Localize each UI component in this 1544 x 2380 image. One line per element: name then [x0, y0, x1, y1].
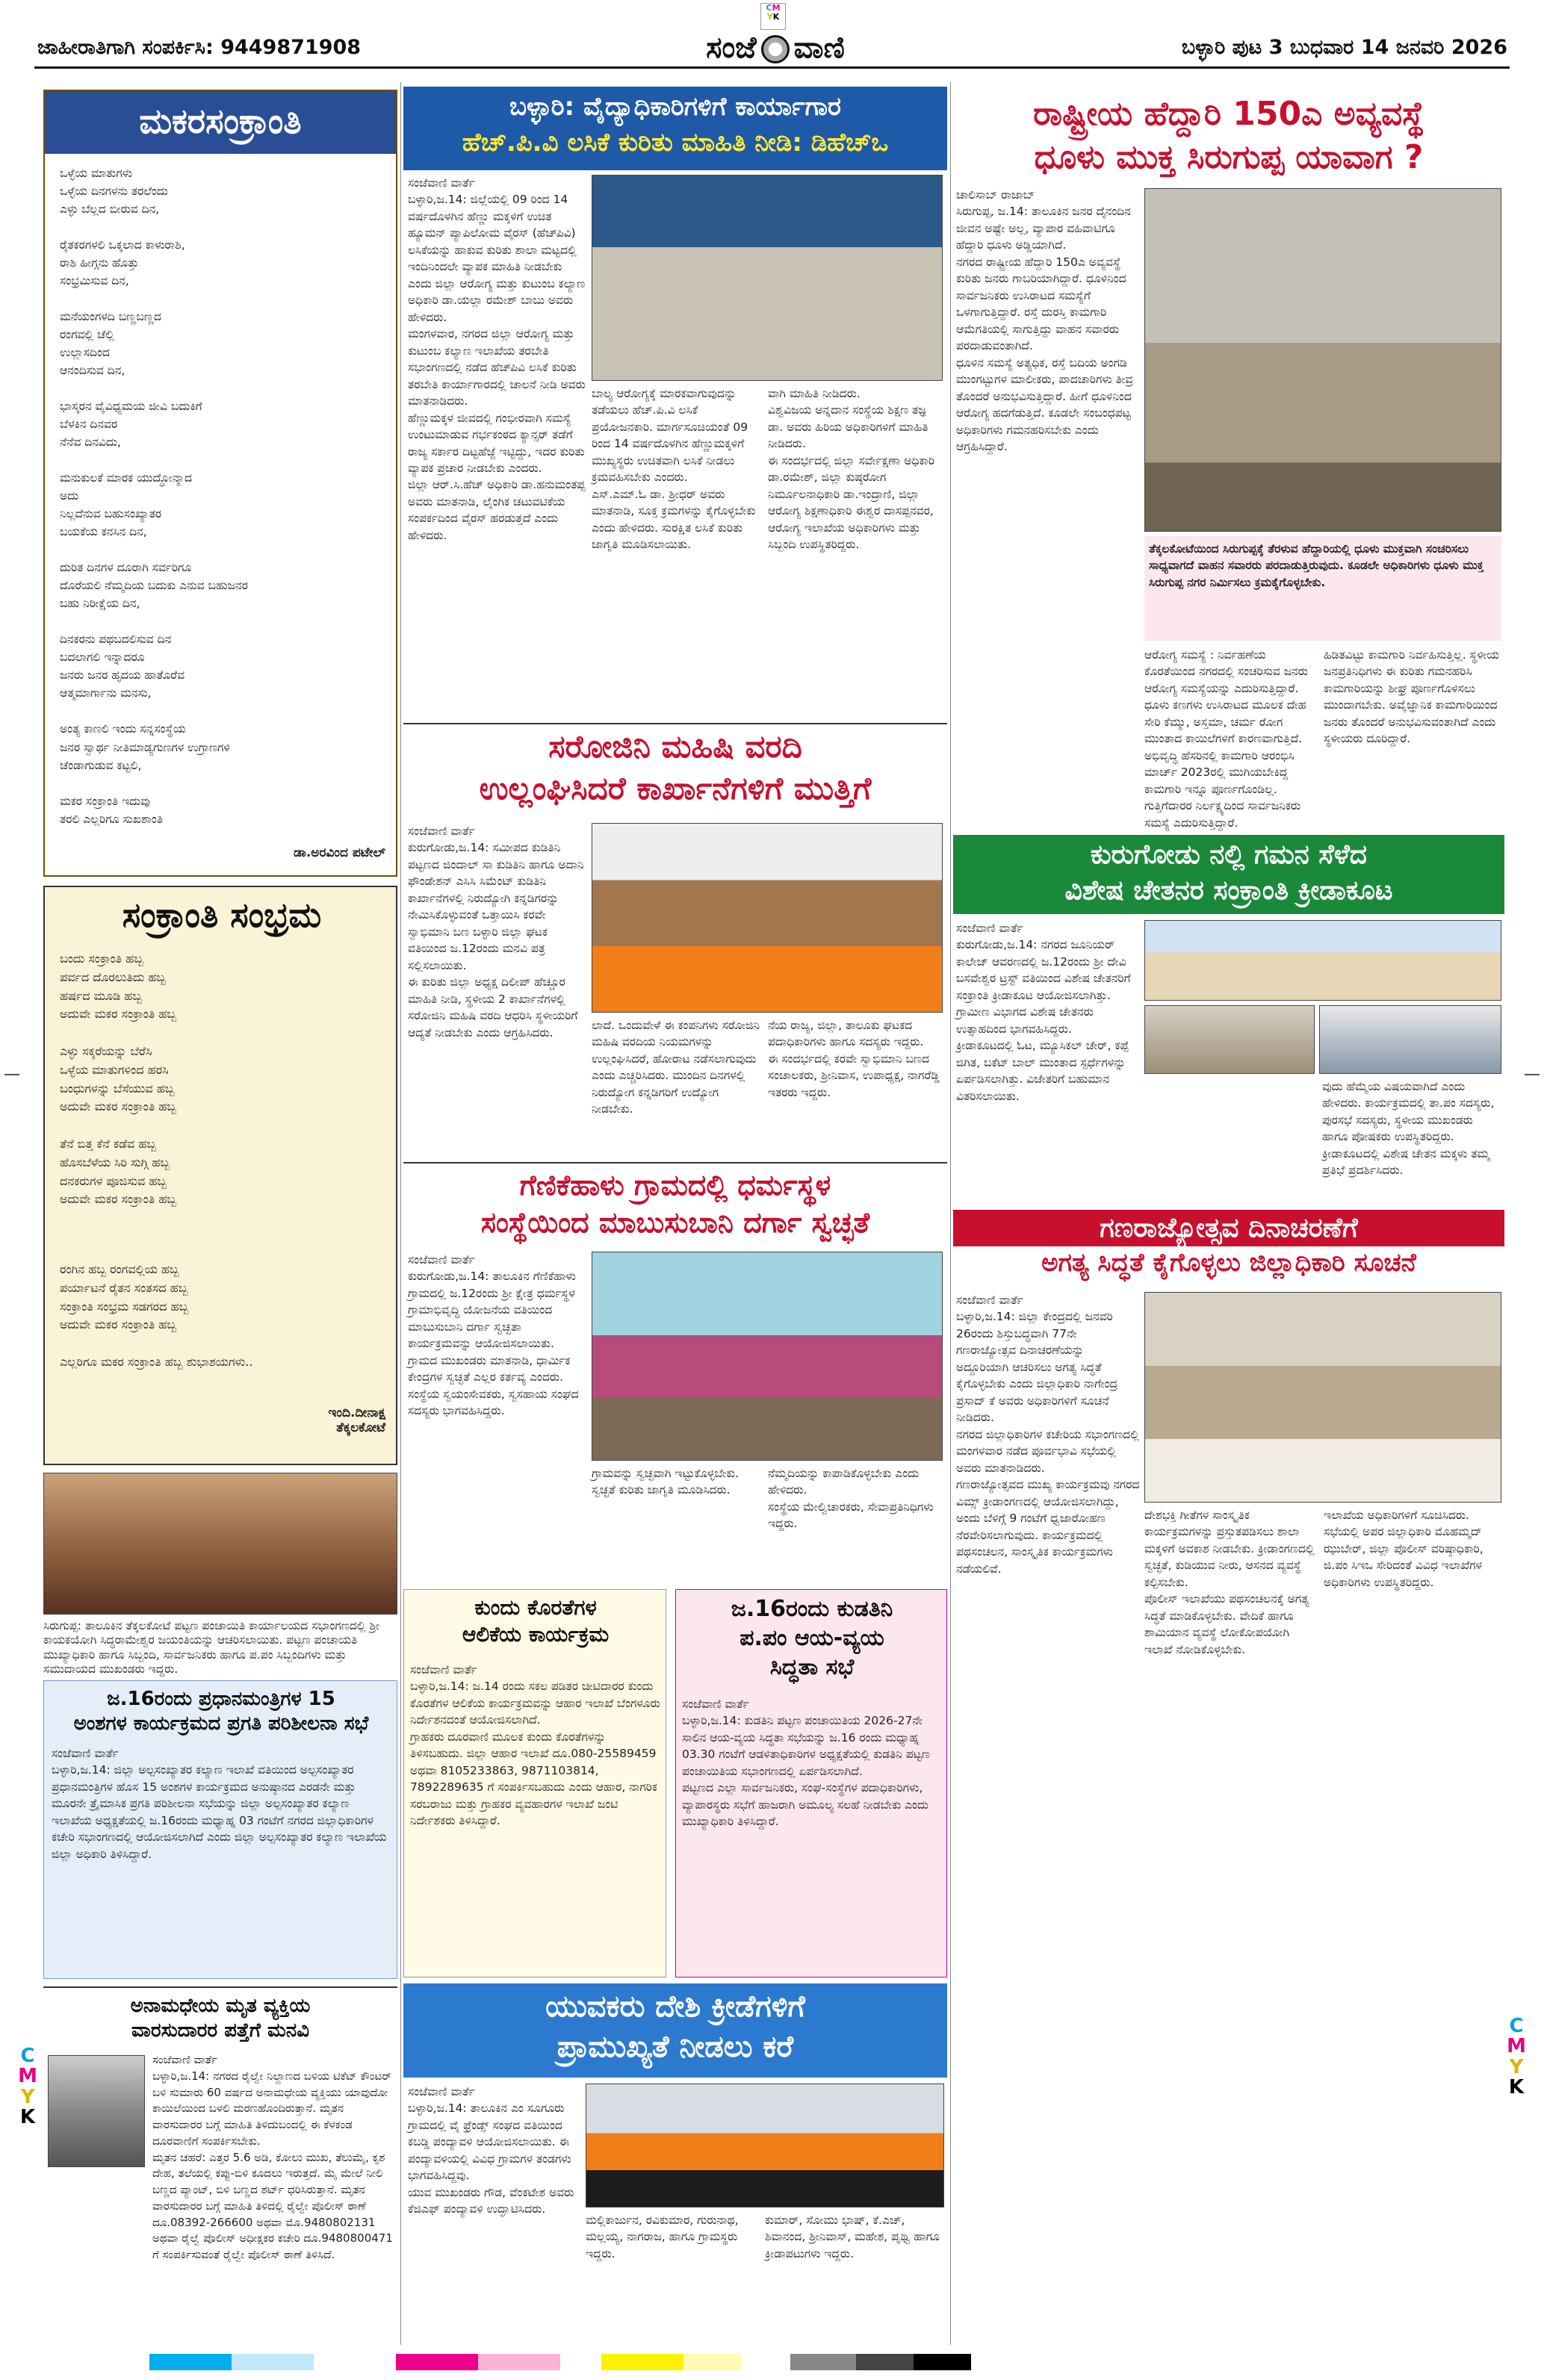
story-pm15-body: ಸಂಜೆವಾಣಿ ವಾರ್ತೆ ಬಳ್ಳಾರಿ,ಜ.14: ಜಿಲ್ಲಾ ಅಲ್ಪಸಂಖ್ಯಾತರ ಕಲ್ಯಾಣ ಇಲಾಖೆ ವತಿಯಿಂದ ಅಲ್ಪಸಂಖ್ಯಾತರ ಪ್ರಧಾನಮಂತ್ರಿಗಳ ಹೊಸ 15 ಅಂಶಗಳ ಕಾರ್ಯಕ್ರಮದ ಅನುಷ್ಠಾನದ ಎರಡನೇ ಮತ್ತು ಮೂರನೇ ತ್ರೈಮಾಸಿಕ ಪ್ರಗತಿ ಪರಿಶೀಲನಾ ಸಭೆಯನ್ನು ಜಿಲ್ಲಾ ಅಲ್ಪಸಂಖ್ಯಾತರ ಕಲ್ಯಾಣ ಇಲಾಖೆಯ ಅಧ್ಯಕ್ಷತೆಯಲ್ಲಿ ಜ.16ರಂದು ಮಧ್ಯಾಹ್ನ 03 ಗಂಟೆಗೆ ನಗರದ ಜಿಲ್ಲಾಧಿಕಾರಿಗಳ ಕಚೇರಿ ಸಭಾಂಗಣದಲ್ಲಿ ಆಯೋಜಿಸಲಾಗಿದೆ ಎಂದು ಜಿಲ್ಲಾ ಅಲ್ಪಸಂಖ್ಯಾತರ ಕಲ್ಯಾಣ ಇಲಾಖೆಯ ಜಿಲ್ಲಾ ಅಧಿಕಾರಿ ತಿಳಿಸಿದ್ದಾರೆ. [52, 1747, 387, 1861]
masthead [34, 30, 1510, 69]
photo-dargah-cleanup [592, 1252, 943, 1461]
story-dargah-body-a: ಸಂಜೆವಾಣಿ ವಾರ್ತೆ ಕುರುಗೋಡು,ಜ.14: ತಾಲೂಕಿನ ಗೆಣಿಕೆಹಾಳು ಗ್ರಾಮದಲ್ಲಿ ಜ.12ರಂದು ಶ್ರೀ ಕ್ಷೇತ್ರ ಧರ್ಮಸ್ಥಳ ಗ್ರಾಮಾಭಿವೃದ್ಧಿ ಯೋಜನೆಯ ವತಿಯಿಂದ ಮಾಬುಸುಬಾನಿ ದರ್ಗಾ ಸ್ವಚ್ಛತಾ ಕಾರ್ಯಕ್ರಮವನ್ನು ಆಯೋಜಿಸಲಾಯಿತು. ಗ್ರಾಮದ ಮುಖಂಡರು ಮಾತನಾಡಿ, ಧಾರ್ಮಿಕ ಕೇಂದ್ರಗಳ ಸ್ವಚ್ಛತೆ ಎಲ್ಲರ ಕರ್ತವ್ಯ ಎಂದರು. ಸಂಸ್ಥೆಯ ಸ್ವಯಂಸೇವಕರು, ಸ್ವಸಹಾಯ ಸಂಘದ ಸದಸ್ಯರು ಭಾಗವಹಿಸಿದ್ದರು. [408, 1253, 579, 1418]
story-unknown-title: ಅನಾಮಧೇಯ ಮೃತ ವ್ಯಕ್ತಿಯ ವಾರಸುದಾರರ ಪತ್ತೆಗೆ ಮನವಿ [130, 1995, 311, 2042]
photo-sports-race [1144, 1005, 1315, 1074]
poem-sankranti-body: ಬಂದು ಸಂಕ್ರಾಂತಿ ಹಬ್ಬ ಪರ್ವದ ದೊರಲುತಿದು ಹಬ್ಬ ಹರ್ಷದ ಮೂಡಿ ಹಬ್ಬ ಅದುವೇ ಮಕರ ಸಂಕ್ರಾಂತಿ ಹಬ್ಬ ಎಳ್ಳು ಸಕ್ಕರೆಯನ್ನು ಬೆರೆಸಿ ಒಳ್ಳೆಯ ಮಾತುಗಳಿಂದ ಹರಸಿ ಬಂಧುಗಳನ್ನು ಬೆಸೆಯುವ ಹಬ್ಬ ಅದುವೇ ಮಕರ ಸಂಕ್ರಾಂತಿ ಹಬ್ಬ ತೆನೆ ಬಿತ್ತ ಕೆನೆ ಕಡೆವ ಹಬ್ಬ ಹೊಸಬೆಳೆಯ ಸಿರಿ ಸುಗ್ಗಿ ಹಬ್ಬ ದನಕರುಗಳ ಪೂಜಿಸುವ ಹಬ್ಬ ಅದುವೇ ಮಕರ ಸಂಕ್ರಾಂತಿ ಹಬ್ಬ [60, 951, 177, 1207]
caption-siddharameshwara: ಸಿರುಗುಪ್ಪ: ತಾಲೂಕಿನ ತೆಕ್ಕಲಕೋಟೆ ಪಟ್ಟಣ ಪಂಚಾಯಿತಿ ಕಾರ್ಯಾಲಯದ ಸಭಾಂಗಣದಲ್ಲಿ ಶ್ರೀ ಕಾಯಕಯೋಗಿ ಸಿದ್ಧರಾಮೇಶ್ವರ ಜಯಂತಿಯನ್ನು ಆಚರಿಸಲಾಯಿತು. ಪಟ್ಟಣ ಪಂಚಾಯತಿ ಮುಖ್ಯಾಧಿಕಾರಿ ಹಾಗೂ ಸಿಬ್ಬಂದಿ, ಸಾರ್ವಜನಿಕರು ಹಾಗೂ ಪ.ಪಂ ಸಿಬ್ಬಂದಿಗಳು ಮತ್ತು ಸಮುದಾಯದ ಮುಖಂಡರು ಇದ್ದರು. [43, 1619, 383, 1677]
lead-story-2-body-b: ಬಾಲ್ಯ ಆರೋಗ್ಯಕ್ಕೆ ಮಾರಕವಾಗುವುದನ್ನು ತಡೆಯಲು ಹೆಚ್.ಪಿ.ವಿ ಲಸಿಕೆ ಪ್ರಯೋಜನಕಾರಿ. ಮಾರ್ಗಸೂಚಿಯಂತೆ 09 ರಿಂದ 14 ವರ್ಷದೊಳಗಿನ ಹೆಣ್ಣುಮಕ್ಕಳಿಗೆ ಮುಖ್ಯಸ್ಥರು ಉಚಿತವಾಗಿ ಲಸಿಕೆ ನೀಡಲು ಕ್ರಮವಹಿಸಬೇಕು ಎಂದರು. ಎಸ್.ಎಮ್.ಓ ಡಾ. ಶ್ರೀಧರ್ ಅವರು ಮಾತನಾಡಿ, ಸೂಕ್ತ ಕ್ರಮಗಳನ್ನು ಕೈಗೊಳ್ಳಬೇಕು ಎಂದು ಹೇಳಿದರು. ಸುರಕ್ಷಿತ ಲಸಿಕೆ ಕುರಿತು ಜಾಗೃತಿ ಮೂಡಿಸಲಾಯಿತು. [592, 387, 756, 552]
story-desi-games-body-b: ಮಲ್ಲಿಕಾರ್ಜುನ, ರವಿಕುಮಾರ, ಗುರುನಾಥ, ಮಲ್ಲಯ್ಯ, ನಾಗರಾಜ, ಹಾಗೂ ಗ್ರಾಮಸ್ಥರು ಇದ್ದರು. [586, 2213, 742, 2261]
photo-kabaddi-team [586, 2084, 944, 2207]
poem-sankranti-author: ಇಂದಿ.ದೀನಾಕ್ಷ ತೆಕ್ಕಲಕೋಟೆ [328, 1405, 385, 1435]
story-dargah-title-1: ಗೆಣಿಕೆಹಾಳು ಗ್ರಾಮದಲ್ಲಿ ಧರ್ಮಸ್ಥಳ [519, 1169, 831, 1202]
story-republic-title-2: ಅಗತ್ಯ ಸಿದ್ಧತೆ ಕೈಗೊಳ್ಳಲು ಜಿಲ್ಲಾಧಿಕಾರಿ ಸೂಚನೆ [1041, 1248, 1416, 1278]
story-grievance-body: ಸಂಜೆವಾಣಿ ವಾರ್ತೆ ಬಳ್ಳಾರಿ,ಜ.14: ಜ.14 ರಂದು ಸಕಲ ಪಡಿತರ ಚೀಟಿದಾರರ ಕುಂದು ಕೊರತೆಗಳ ಆಲಿಕೆಯ ಕಾರ್ಯಕ್ರಮವನ್ನು ಆಹಾರ ಇಲಾಖೆ ಬೆಂಗಳೂರು ನಿರ್ದೇಶನದಂತೆ ಆಯೋಜಿಸಲಾಗಿದೆ. ಗ್ರಾಹಕರು ದೂರವಾಣಿ ಮೂಲಕ ಕುಂದು ಕೊರತೆಗಳನ್ನು ತಿಳಿಸಬಹುದು. ಜಿಲ್ಲಾ ಆಹಾರ ಇಲಾಖೆ ದೂ.080-25589459 ಅಥವಾ 8105233863, 9871103814, 7892289635 ಗೆ ಸಂಪರ್ಕಿಸಬಹುದು ಎಂದು ಆಹಾರ, ನಾಗರಿಕ ಸರಬರಾಜು ಮತ್ತು ಗ್ರಾಹಕರ ವ್ಯವಹಾರಗಳ ಇಲಾಖೆ ಜಂಟಿ ನಿರ್ದೇಶಕರು ತಿಳಿಸಿದ್ದಾರೆ. [410, 1663, 660, 1828]
poem-sankranti-box [43, 886, 397, 1465]
story-desi-games-body-a: ಸಂಜೆವಾಣಿ ವಾರ್ತೆ ಬಳ್ಳಾರಿ,ಜ.14: ತಾಲೂಕಿನ ಎಂ ಸೂಗೂರು ಗ್ರಾಮದಲ್ಲಿ ವೈ ಫ್ರೆಂಡ್ಸ್ ಸಂಘದ ವತಿಯಿಂದ ಕಬಡ್ಡಿ ಪಂದ್ಯಾವಳಿ ಆಯೋಜಿಸಲಾಯಿತು. ಈ ಪಂದ್ಯಾವಳಿಯಲ್ಲಿ ವಿವಿಧ ಗ್ರಾಮಗಳ ತಂಡಗಳು ಭಾಗವಹಿಸಿದ್ದವು. ಯುವ ಮುಖಂಡರು ಗೌಡ, ವೆಂಕಟೇಶ ಅವರು ಕೆಜಿಎಫ್ ಪಂದ್ಯಾವಳಿ ಉದ್ಘಾಟಿಸಿದರು. [408, 2085, 574, 2216]
divider-2 [403, 1162, 947, 1163]
story-grievance-title: ಕುಂದು ಕೊರತೆಗಳ ಆಲಿಕೆಯ ಕಾರ್ಯಕ್ರಮ [462, 1595, 610, 1647]
photo-sports-meet [1144, 920, 1501, 1001]
story-sports-title-1: ಕುರುಗೋಡು ನಲ್ಲಿ ಗಮನ ಸೆಳೆದ [1090, 839, 1368, 870]
divider-1 [403, 723, 947, 724]
poem-makara-title: ಮಕರಸಂಕ್ರಾಂತಿ [139, 101, 302, 141]
left-cmyk-mark: C M Y K [18, 2045, 37, 2128]
poem-makara-body: ಒಳ್ಳೆಯ ಮಾತುಗಳು ಒಳ್ಳೆಯ ದಿನಗಳನು ತರಲೆಂದು ಎಳ್ಳು ಬೆಲ್ಲದ ಬೀರುವ ದಿನ, ರೈತಕರಗಳಲಿ ಒಕ್ಕಲಾದ ಕಾಳುರಾಶಿ, ರಾಶಿ ಹೀಗ್ಗನು ಹೊತ್ತು ಸಂಭ್ರಮಿಸುವ ದಿನ, ಮನೆಯಂಗಳದಿ ಬಣ್ಣಬಣ್ಣದ ರಂಗವಲ್ಲಿ ಚೆಲ್ಲಿ ಉಲ್ಲಾಸದಿಂದ ಆನಂದಿಸುವ ದಿನ, ಭಾಸ್ಕರನ ವೈವಿಧ್ಯಮಯ ಜೀವಿ ಬದುಕಿಗೆ ಬೆಳಕಿನ ದಿನವರ ನೆನೆವ ದಿನವಿದು, ಮನುಕುಲಕೆ ಮಾರಕ ಯುದ್ಧೋನ್ಮಾದ ಅದು ನಿಲ್ಲದೆನುವ ಬಹುಸಂಖ್ಯಾತರ ಬಯಕೆಯ ಕನಸಿನ ದಿನ, ದುರಿತ ದಿನಗಳ ದೂರಾಗಿ ಸರ್ವರಿಗೂ ದೊರೆಯಲಿ ನೆಮ್ಮದಿಯ ಬದುಕು ಎನುವ ಬಹುಜನರ ಬಹು ನಿರೀಕ್ಷೆಯ ದಿನ, ದಿನಕರನು ಪಥಬದಲಿಸುವ ದಿನ ಬದಲಾಗಲಿ ಇನ್ನಾದರೂ ಜನರು ಜನರ ಹೃದಯ ಹಾತೊರೆವ ಆತ್ಮಮಾರ್ಗಾನು ಮನಸು, ಅಂತ್ಯ ಕಾಣಲಿ ಇಂದು ಸನ್ನಸಂಸ್ಥೆಯ ಜನರ ಸ್ವಾರ್ಥ ನೀತಿಮಾಡ್ಯಗುಣಗಳ ಉಗ್ರಾಣಗಳಿ ಚೆಂಡಾಗುಡುವ ಕಟ್ಟಲಿ, ಮಕರ ಸಂಕ್ರಾಂತಿ ಇದುವು ತರಲಿ ಎಲ್ಲರಿಗೂ ಸುಖಶಾಂತಿ [60, 167, 248, 826]
ad-contact: ಜಾಹೀರಾತಿಗಾಗಿ ಸಂಪರ್ಕಿಸಿ: 9449871908 [37, 36, 362, 59]
story-unknown-body-box [43, 1986, 397, 2345]
lead-story-4-caption: ತೆಕ್ಕಲಕೋಟೆಯಿಂದ ಸಿರುಗುಪ್ಪಕ್ಕೆ ತೆರಳುವ ಹೆದ್ದಾರಿಯಲ್ಲಿ ಧೂಳು ಮುಕ್ತವಾಗಿ ಸಂಚರಿಸಲು ಸಾಧ್ಯವಾಗದೆ ವಾಹನ ಸವಾರರು ಪರದಾಡುತ್ತಿರುವುದು. ಕೂಡಲೇ ಅಧಿಕಾರಿಗಳು ಧೂಳು ಮುಕ್ತ ಸಿರುಗುಪ್ಪ ನಗರ ನಿರ್ಮಿಸಲು ಕ್ರಮಕೈಗೊಳ್ಳಬೇಕು. [1144, 536, 1501, 641]
story-sarojini-body-c: ನೆಯ ರಾಜ್ಯ, ಜಿಲ್ಲಾ, ತಾಲೂಕು ಘಟಕದ ಪದಾಧಿಕಾರಿಗಳು ಹಾಗೂ ಸದಸ್ಯರು ಇದ್ದರು. ಈ ಸಂದರ್ಭದಲ್ಲಿ ಕರವೇ ಸ್ವಾಭಿಮಾನಿ ಬಣದ ಸಂಚಾಲಕರು, ಶ್ರೀನಿವಾಸ, ಉಪಾಧ್ಯಕ್ಷ, ನಾಗರೆಡ್ಡಿ ಇತರರು ಇದ್ದರು. [768, 1019, 940, 1099]
lead-story-4-title-1: ರಾಷ್ಟ್ರೀಯ ಹೆದ್ದಾರಿ 150ಎ ಅವ್ಯವಸ್ಥೆ [1033, 95, 1424, 133]
lead-story-4-title-2: ಧೂಳು ಮುಕ್ತ ಸಿರುಗುಪ್ಪ ಯಾವಾಗ ? [1034, 138, 1424, 176]
lead-story-4-body-c: ಹಿಡಿತವಿಟ್ಟು ಕಾಮಗಾರಿ ನಿರ್ವಹಿಸುತ್ತಿಲ್ಲ. ಸ್ಥಳೀಯ ಜನಪ್ರತಿನಿಧಿಗಳು ಈ ಕುರಿತು ಗಮನಹರಿಸಿ ಕಾಮಗಾರಿಯನ್ನು ಶೀಘ್ರ ಪೂರ್ಣಗೊಳಿಸಲು ಮುಂದಾಗಬೇಕು. ಅವೈಜ್ಞಾನಿಕ ಕಾಮಗಾರಿಯಿಂದ ಜನರು ತೊಂದರೆ ಅನುಭವಿಸುವಂತಾಗಿದೆ ಎಂದು ಸ್ಥಳೀಯರು ದೂರಿದ್ದಾರೆ. [1324, 648, 1503, 746]
photo-sports-group [1319, 1005, 1501, 1074]
col-rule-1 [400, 82, 401, 2345]
photo-dusty-highway [1144, 188, 1501, 532]
story-grievance-box [403, 1589, 666, 1977]
story-pm15-title: ಜ.16ರಂದು ಪ್ರಧಾನಮಂತ್ರಿಗಳ 15 ಅಂಶಗಳ ಕಾರ್ಯಕ್ರಮದ ಪ್ರಗತಿ ಪರಿಶೀಲನಾ ಸಭೆ [73, 1688, 369, 1735]
story-sports-body-a: ಸಂಜೆವಾಣಿ ವಾರ್ತೆ ಕುರುಗೋಡು,ಜ.14: ನಗರದ ಜೂನಿಯರ್ ಕಾಲೇಜ್ ಆವರಣದಲ್ಲಿ ಜ.12ರಂದು ಶ್ರೀ ದೇವಿ ಬಸವೇಶ್ವರ ಟ್ರಸ್ಟ್ ವತಿಯಿಂದ ವಿಶೇಷ ಚೇತನರಿಗೆ ಸಂಕ್ರಾಂತಿ ಕ್ರೀಡಾಕೂಟ ಆಯೋಜಿಸಲಾಗಿತ್ತು. ಗ್ರಾಮೀಣ ವಿಭಾಗದ ವಿಶೇಷ ಚೇತನರು ಉತ್ಸಾಹದಿಂದ ಭಾಗವಹಿಸಿದ್ದರು. ಕ್ರೀಡಾಕೂಟದಲ್ಲಿ ಓಟ, ಮ್ಯೂಸಿಕಲ್ ಚೇರ್, ಕಪ್ಪೆ ಜಿಗಿತ, ಬಕೆಟ್ ಬಾಲ್ ಮುಂತಾದ ಸ್ಪರ್ಧೆಗಳನ್ನು ಏರ್ಪಡಿಸಲಾಗಿತ್ತು. ವಿಜೇತರಿಗೆ ಬಹುಮಾನ ವಿತರಿಸಲಾಯಿತು. [956, 922, 1131, 1103]
photo-hpv-workshop [592, 175, 943, 381]
story-sarojini-title-1: ಸರೋಜಿನಿ ಮಹಿಷಿ ವರದಿ [548, 728, 802, 765]
story-republic-body-b: ದೇಶಭಕ್ತಿ ಗೀತೆಗಳ ಸಾಂಸ್ಕೃತಿಕ ಕಾರ್ಯಕ್ರಮಗಳನ್ನು ಪ್ರಸ್ತುತಪಡಿಸಲು ಶಾಲಾ ಮಕ್ಕಳಿಗೆ ಅವಕಾಶ ನೀಡಬೇಕು. ಕ್ರೀಡಾಂಗಣದಲ್ಲಿ ಸ್ವಚ್ಛತೆ, ಕುಡಿಯುವ ನೀರು, ಆಸನದ ವ್ಯವಸ್ಥೆ ಕಲ್ಪಿಸಬೇಕು. ಪೊಲೀಸ್ ಇಲಾಖೆಯು ಪಥಸಂಚಲನಕ್ಕೆ ಅಗತ್ಯ ಸಿದ್ಧತೆ ಮಾಡಿಕೊಳ್ಳಬೇಕು. ವೇದಿಕೆ ಹಾಗೂ ಶಾಮಿಯಾನ ವ್ಯವಸ್ಥೆ ಲೋಕೋಪಯೋಗಿ ಇಲಾಖೆ ನೋಡಿಕೊಳ್ಳಬೇಕು. [1144, 1509, 1315, 1656]
col-rule-2 [950, 82, 951, 2345]
poem-makara-box [43, 90, 397, 877]
dateline: ಬಳ್ಳಾರಿ ಪುಟ 3 ಬುಧವಾರ 14 ಜನವರಿ 2026 [1181, 36, 1507, 59]
logo-left: ಸಂಜೆ [706, 31, 757, 65]
masthead-logo [648, 30, 902, 67]
lead-story-2-body-a: ಸಂಜೆವಾಣಿ ವಾರ್ತೆ ಬಳ್ಳಾರಿ,ಜ.14: ಜಿಲ್ಲೆಯಲ್ಲಿ 09 ರಿಂದ 14 ವರ್ಷದೊಳಗಿನ ಹೆಣ್ಣು ಮಕ್ಕಳಿಗೆ ಉಚಿತ ಹ್ಯೂಮನ್ ಪ್ಯಾಪಿಲೋಮ ವೈರಸ್ (ಹೆಚ್‍ಪಿವಿ) ಲಸಿಕೆಯನ್ನು ಹಾಕುವ ಕುರಿತು ಶಾಲಾ ಮಟ್ಟದಲ್ಲಿ ಇಂದಿನಿಂದಲೇ ವ್ಯಾಪಕ ಮಾಹಿತಿ ನೀಡಬೇಕು ಎಂದು ಜಿಲ್ಲಾ ಆರೋಗ್ಯ ಮತ್ತು ಕುಟುಂಬ ಕಲ್ಯಾಣ ಅಧಿಕಾರಿ ಡಾ.ಯಲ್ಲಾ ರಮೇಶ್ ಬಾಬು ಅವರು ಹೇಳಿದರು. ಮಂಗಳವಾರ, ನಗರದ ಜಿಲ್ಲಾ ಆರೋಗ್ಯ ಮತ್ತು ಕುಟುಂಬ ಕಲ್ಯಾಣ ಇಲಾಖೆಯ ತರಬೇತಿ ಸಭಾಂಗಣದಲ್ಲಿ ನಡೆದ ಹೆಚ್‍ಪಿವಿ ಲಸಿಕೆ ಕುರಿತು ತರಬೇತಿ ಕಾರ್ಯಾಗಾರದಲ್ಲಿ ಚಾಲನೆ ನೀಡಿ ಅವರು ಮಾತನಾಡಿದರು. ಹೆಣ್ಣುಮಕ್ಕಳ ಜೀವದಲ್ಲಿ ಗಂಭೀರವಾಗಿ ಸಮಸ್ಯೆ ಉಂಟುಮಾಡುವ ಗರ್ಭಕಂಠದ ಕ್ಯಾನ್ಸರ್ ತಡೆಗೆ ರಾಜ್ಯ ಸರ್ಕಾರ ದಿಟ್ಟಹೆಜ್ಜೆ ಇಟ್ಟಿದ್ದು, ಇದರ ಕುರಿತು ವ್ಯಾಪಕ ಪ್ರಚಾರ ನೀಡಬೇಕು ಎಂದರು. ಜಿಲ್ಲಾ ಆರ್‌.ಸಿ.ಹೆಚ್ ಅಧಿಕಾರಿ ಡಾ.ಹನುಮಂತಪ್ಪ ಅವರು ಮಾತನಾಡಿ, ಲೈಂಗಿಕ ಚಟುವಟಿಕೆಯ ಸಂಪರ್ಕದಿಂದ ವೈರಸ್ ಹರಡುತ್ತದೆ ಎಂದು ಹೇಳಿದರು. [408, 176, 586, 542]
story-sarojini-title-2: ಉಲ್ಲಂಘಿಸಿದರೆ ಕಾರ್ಖಾನೆಗಳಿಗೆ ಮುತ್ತಿಗೆ [479, 770, 872, 807]
lead-story-2-title-1: ಬಳ್ಳಾರಿ: ವೈದ್ಯಾಧಿಕಾರಿಗಳಿಗೆ ಕಾರ್ಯಾಗಾರ [509, 92, 841, 122]
logo-right: ವಾಣಿ [793, 31, 845, 65]
lead-story-4-body-a: ಚಾಲಿಸಾಬ್ ರಾಜಾಬ್ ಸಿರುಗುಪ್ಪ, ಜ.14: ತಾಲೂಕಿನ ಜನರ ದೈನಂದಿನ ಜೀವನ ಅಷ್ಟೇ ಅಲ್ಲ, ವ್ಯಾಪಾರ ವಹಿವಾಟಿಗೂ ಹೆದ್ದಾರಿ ಧೂಳು ಅಡ್ಡಿಯಾಗಿದೆ. ನಗರದ ರಾಷ್ಟ್ರೀಯ ಹೆದ್ದಾರಿ 150ಎ ಅವ್ಯವಸ್ಥೆ ಕುರಿತು ಜನರು ಗಾಬರಿಯಾಗಿದ್ದಾರೆ. ಧೂಳಿನಿಂದ ಸಾರ್ವಜನಿಕರು ಉಸಿರಾಟದ ಸಮಸ್ಯೆಗೆ ಒಳಗಾಗುತ್ತಿದ್ದಾರೆ. ರಸ್ತೆ ದುರಸ್ತಿ ಕಾಮಗಾರಿ ಆಮೆಗತಿಯಲ್ಲಿ ಸಾಗುತ್ತಿದ್ದು ವಾಹನ ಸವಾರರು ಪರದಾಡುವಂತಾಗಿದೆ. ಧೂಳಿನ ಸಮಸ್ಯೆ ಅತ್ಯಧಿಕ, ರಸ್ತೆ ಬದಿಯ ಅಂಗಡಿ ಮುಂಗಟ್ಟುಗಳ ಮಾಲೀಕರು, ಪಾದಚಾರಿಗಳು ತೀವ್ರ ತೊಂದರೆ ಅನುಭವಿಸುತ್ತಿದ್ದಾರೆ. ಹೀಗೆ ಧೂಳಿನಿಂದ ಆರೋಗ್ಯ ಹದಗೆಡುತ್ತಿದೆ. ಕೂಡಲೇ ಸಂಬಂಧಪಟ್ಟ ಅಧಿಕಾರಿಗಳು ಗಮನಹರಿಸಬೇಕು ಎಂದು ಆಗ್ರಹಿಸಿದ್ದಾರೆ. [956, 188, 1133, 454]
story-sarojini-body-a: ಸಂಜೆವಾಣಿ ವಾರ್ತೆ ಕುರುಗೋಡು,ಜ.14: ಸಮೀಪದ ಕುಡಿತಿನಿ ಪಟ್ಟಣದ ಜಿಂದಾಲ್ ಸಾ ಕುಡಿತಿನಿ ಹಾಗೂ ಅದಾನಿ ಫೌಂಡೇಶನ್ ಎಸಿಸಿ ಸಿಮೆಂಟ್ ಕುಡಿತಿನಿ ಕಾರ್ಖಾನೆಗಳಲ್ಲಿ ನಿರುದ್ಯೋಗಿ ಕನ್ನಡಿಗರನ್ನು ನೇಮಿಸಿಕೊಳ್ಳುವಂತೆ ಒತ್ತಾಯಿಸಿ ಕರವೇ ಸ್ವಾಭಿಮಾನಿ ಬಣ ಬಳ್ಳಾರಿ ಜಿಲ್ಲಾ ಘಟಕ ವತಿಯಿಂದ ಜ.12ರಂದು ಮನವಿ ಪತ್ರ ಸಲ್ಲಿಸಲಾಯಿತು. ಈ ಕುರಿತು ಜಿಲ್ಲಾ ಅಧ್ಯಕ್ಷ ದಿಲೀಪ್ ಹೆಚ್ಚೂರ ಮಾಹಿತಿ ನೀಡಿ, ಸ್ಥಳೀಯ 2 ಕಾರ್ಖಾನೆಗಳಲ್ಲಿ ಸರೋಜಿನಿ ಮಹಿಷಿ ವರದಿ ಆಧರಿಸಿ ಸ್ಥಳೀಯರಿಗೆ ಆದ್ಯತೆ ನೀಡಬೇಕು ಎಂದು ಆಗ್ರಹಿಸಿದರು. [408, 824, 584, 1040]
story-desi-games-title-1: ಯುವಕರು ದೇಶಿ ಕ್ರೀಡೆಗಳಿಗೆ [545, 1989, 805, 2024]
lead-story-2-body-c: ವಾಗಿ ಮಾಹಿತಿ ನೀಡಿದರು. ವಿಶ್ವವಿಜಯ ಅನ್ನದಾನ ಸಂಸ್ಥೆಯ ಶಿಕ್ಷಣ ತಜ್ಞ ಡಾ. ಅವರು ಹಿರಿಯ ಅಧಿಕಾರಿಗಳಿಗೆ ಮಾಹಿತಿ ನೀಡಿದರು. ಈ ಸಂದರ್ಭದಲ್ಲಿ ಜಿಲ್ಲಾ ಸರ್ವೇಕ್ಷಣಾ ಅಧಿಕಾರಿ ಡಾ.ರಮೇಶ್, ಜಿಲ್ಲಾ ಕುಷ್ಠರೋಗ ನಿರ್ಮೂಲನಾಧಿಕಾರಿ ಡಾ.ಇಂದ್ರಾಣಿ, ಜಿಲ್ಲಾ ಆರೋಗ್ಯ ಶಿಕ್ಷಣಾಧಿಕಾರಿ ಈಶ್ವರ ದಾಸಪ್ಪನವರ, ಆರೋಗ್ಯ ಇಲಾಖೆಯ ಅಧಿಕಾರಿಗಳು ಮತ್ತು ಸಿಬ್ಬಂದಿ ಉಪಸ್ಥಿತರಿದ್ದರು. [768, 387, 935, 552]
story-sarojini-body-b: ಲಾದೆ. ಒಂದುವೇಳೆ ಈ ಕಂಪನಿಗಳು ಸರೋಜಿನಿ ಮಹಿಷಿ ವರದಿಯ ನಿಯಮಗಳನ್ನು ಉಲ್ಲಂಘಿಸಿದರೆ, ಹೋರಾಟ ನಡೆಸಲಾಗುವುದು ಎಂದು ಎಚ್ಚರಿಸಿದರು. ಮುಂದಿನ ದಿನಗಳಲ್ಲಿ ನಿರುದ್ಯೋಗ ಕನ್ನಡಿಗರಿಗೆ ಉದ್ಯೋಗ ನೀಡಬೇಕು. [592, 1019, 764, 1116]
color-calibration-strip [149, 2354, 971, 2370]
photo-karave-memorandum [592, 823, 943, 1013]
story-budget-box [675, 1589, 947, 1977]
story-sports-body-b: ವುದು ಹೆಮ್ಮೆಯ ವಿಷಯವಾಗಿದೆ ಎಂದು ಹೇಳಿದರು. ಕಾರ್ಯಕ್ರಮದಲ್ಲಿ ತಾ.ಪಂ ಸದಸ್ಯರು, ಪುರಸಭೆ ಸದಸ್ಯರು, ಸ್ಥಳೀಯ ಮುಖಂಡರು ಹಾಗೂ ಪೋಷಕರು ಉಪಸ್ಥಿತರಿದ್ದರು. ಕ್ರೀಡಾಕೂಟದಲ್ಲಿ ವಿಶೇಷ ಚೇತನ ಮಕ್ಕಳು ತಮ್ಮ ಪ್ರತಿಭೆ ಪ್ರದರ್ಶಿಸಿದರು. [1322, 1080, 1498, 1178]
lead-story-2-title-2: ಹೆಚ್.ಪಿ.ವಿ ಲಸಿಕೆ ಕುರಿತು ಮಾಹಿತಿ ನೀಡಿ: ಡಿಹೆಚ್ಒ [462, 128, 889, 158]
left-crosshair [4, 1074, 19, 1075]
top-registration-mark: CM YK [760, 3, 786, 30]
story-desi-games-body-c: ಕುಮಾರ್, ಸೋಮು ಭಾಷ್, ಕೆ.ಎಚ್, ಶಿವಾನಂದ, ಶ್ರೀನಿವಾಸ್, ಮಹೇಶ, ಪೃಥ್ವಿ ಹಾಗೂ ಕ್ರೀಡಾಪಟುಗಳು ಇದ್ದರು. [765, 2213, 943, 2261]
right-crosshair [1525, 1074, 1540, 1075]
story-unknown-body: ಸಂಜೆವಾಣಿ ವಾರ್ತೆ ಬಳ್ಳಾರಿ,ಜ.14: ನಗರದ ರೈಲ್ವೇ ನಿಲ್ದಾಣದ ಬಳಿಯ ಟಿಕೆಟ್ ಕೌಂಟರ್ ಬಳಿ ಸುಮಾರು 60 ವರ್ಷದ ಅನಾಮಧೇಯ ವ್ಯಕ್ತಿಯು ಯಾವುದೋ ಕಾಯಿಲೆಯಿಂದ ಬಳಲಿ ಮರಣಹೊಂದಿರುತ್ತಾನೆ. ಮೃತನ ವಾರಸುದಾರರ ಬಗ್ಗೆ ಮಾಹಿತಿ ತಿಳಿದುಬಂದಲ್ಲಿ ಈ ಕೆಳಕಂಡ ದೂರವಾಣಿಗೆ ಸಂಪರ್ಕಿಸಬೇಕು. ಮೃತನ ಚಹರೆ: ಎತ್ತರ 5.6 ಅಡಿ, ಕೋಲು ಮುಖ, ತೆಲುಮೈ, ಕೃಶ ದೇಹ, ತಲೆಯಲ್ಲಿ ಕಪ್ಪು-ಬಿಳಿ ಕೂದಲು ಇರುತ್ತದೆ. ಮೈ ಮೇಲೆ ನೀಲಿ ಬಣ್ಣದ ಪ್ಯಾಂಟ್, ಬಿಳಿ ಬಣ್ಣದ ಶರ್ಟ್ ಧರಿಸಿರುತ್ತಾನೆ. ಮೃತನ ವಾರಸುದಾರರ ಬಗ್ಗೆ ಮಾಹಿತಿ ತಿಳಿದಲ್ಲಿ ರೈಲ್ವೇ ಪೊಲೀಸ್ ಠಾಣೆ ದೂ.08392-266600 ಅಥವಾ ಮೊ.9480802131 ಅಥವಾ ರೈಲ್ವೆ ಪೊಲೀಸ್ ಅಧೀಕ್ಷಕರ ಕಚೇರಿ ದೂ.9480800471 ಗೆ ಸಂಪರ್ಕಿಸುವಂತೆ ರೈಲ್ವೇ ಪೊಲೀಸ್ ಠಾಣೆ ತಿಳಿಸಿದೆ. [152, 2053, 393, 2261]
logo-globe-icon [761, 35, 790, 63]
poem-sankranti-title: ಸಂಕ್ರಾಂತಿ ಸಂಭ್ರಮ [122, 895, 322, 935]
photo-republic-meeting [1144, 1292, 1501, 1503]
story-dargah-title-2: ಸಂಸ್ಥೆಯಿಂದ ಮಾಬುಸುಬಾನಿ ದರ್ಗಾ ಸ್ವಚ್ಛತೆ [480, 1206, 870, 1239]
photo-siddharameshwara [43, 1473, 397, 1615]
story-budget-title: ಜ.16ರಂದು ಕುಡತಿನಿ ಪ.ಪಂ ಆಯ-ವ್ಯಯ ಸಿದ್ಧತಾ ಸಭೆ [731, 1596, 893, 1680]
story-dargah-body-c: ನೆಮ್ಮದಿಯನ್ನು ಕಾಪಾಡಿಕೊಳ್ಳಬೇಕು ಎಂದು ಹೇಳಿದರು. ಸಂಸ್ಥೆಯ ಮೇಲ್ವಿಚಾರಕರು, ಸೇವಾಪ್ರತಿನಿಧಿಗಳು ಇದ್ದರು. [768, 1467, 934, 1531]
story-dargah-body-b: ಗ್ರಾಮವನ್ನು ಸ್ವಚ್ಛವಾಗಿ ಇಟ್ಟುಕೊಳ್ಳಬೇಕು. ಸ್ವಚ್ಛತೆ ಕುರಿತು ಜಾಗೃತಿ ಮೂಡಿಸಿದರು. [592, 1467, 742, 1497]
right-cmyk-mark: C M Y K [1507, 2015, 1526, 2098]
story-desi-games-title-2: ಪ್ರಾಮುಖ್ಯತೆ ನೀಡಲು ಕರೆ [556, 2030, 794, 2064]
story-republic-title-1: ಗಣರಾಜ್ಯೋತ್ಸವ ದಿನಾಚರಣೆಗೆ [953, 1210, 1504, 1246]
story-pm15-box [43, 1680, 397, 1979]
poem-makara-author: ಡಾ.ಅರವಿಂದ ಪಟೇಲ್ [293, 845, 385, 860]
story-budget-body: ಸಂಜೆವಾಣಿ ವಾರ್ತೆ ಬಳ್ಳಾರಿ,ಜ.14: ಕುಡತಿನಿ ಪಟ್ಟಣ ಪಂಚಾಯಿತಿಯ 2026-27ನೇ ಸಾಲಿನ ಆಯ-ವ್ಯಯ ಸಿದ್ಧತಾ ಸಭೆಯನ್ನು ಜ.16 ರಂದು ಮಧ್ಯಾಹ್ನ 03.30 ಗಂಟೆಗೆ ಆಡಳಿತಾಧಿಕಾರಿಗಳ ಅಧ್ಯಕ್ಷತೆಯಲ್ಲಿ ಕುಡತಿನಿ ಪಟ್ಟಣ ಪಂಚಾಯಿತಿಯ ಸಭಾಂಗಣದಲ್ಲಿ ಏರ್ಪಡಿಸಲಾಗಿದೆ. ಪಟ್ಟಣದ ಎಲ್ಲಾ ಸಾರ್ವಜನಿಕರು, ಸಂಘ-ಸಂಸ್ಥೆಗಳ ಪದಾಧಿಕಾರಿಗಳು, ವ್ಯಾಪಾರಸ್ಥರು ಸಭೆಗೆ ಹಾಜರಾಗಿ ಅಮೂಲ್ಯ ಸಲಹೆ ನೀಡಬೇಕು ಎಂದು ಮುಖ್ಯಾಧಿಕಾರಿ ತಿಳಿಸಿದ್ದಾರೆ. [682, 1697, 930, 1829]
story-republic-body-c: ಇಲಾಖೆಯ ಅಧಿಕಾರಿಗಳಿಗೆ ಸೂಚಿಸಿದರು. ಸಭೆಯಲ್ಲಿ ಅಪರ ಜಿಲ್ಲಾಧಿಕಾರಿ ಮೊಹಮ್ಮದ್ ಝುಬೇರ್, ಜಿಲ್ಲಾ ಪೊಲೀಸ್ ವರಿಷ್ಠಾಧಿಕಾರಿ, ಜಿ.ಪಂ ಸಿಇಒ ಸೇರಿದಂತೆ ವಿವಿಧ ಇಲಾಖೆಗಳ ಅಧಿಕಾರಿಗಳು ಉಪಸ್ಥಿತರಿದ್ದರು. [1324, 1509, 1483, 1589]
lead-story-4-body-b: ಆರೋಗ್ಯ ಸಮಸ್ಯೆ : ನಿರ್ವಹಣೆಯ ಕೊರತೆಯಿಂದ ನಗರದಲ್ಲಿ ಸಂಚರಿಸುವ ಜನರು ಆರೋಗ್ಯ ಸಮಸ್ಯೆಯನ್ನು ಎದುರಿಸುತ್ತಿದ್ದಾರೆ. ಧೂಳು ಕಣಗಳು ಉಸಿರಾಟದ ಮೂಲಕ ದೇಹ ಸೇರಿ ಕೆಮ್ಮು, ಅಸ್ತಮಾ, ಚರ್ಮ ರೋಗ ಮುಂತಾದ ಕಾಯಿಲೆಗಳಿಗೆ ಕಾರಣವಾಗುತ್ತಿದೆ. ಅಭಿವೃದ್ಧಿ ಹೆಸರಿನಲ್ಲಿ ಕಾಮಗಾರಿ ಆರಂಭಿಸಿ ಮಾರ್ಚ್ 2023ರಲ್ಲಿ ಮುಗಿಯಬೇಕಿದ್ದ ಕಾಮಗಾರಿ ಇನ್ನೂ ಪೂರ್ಣಗೊಂಡಿಲ್ಲ. ಗುತ್ತಿಗೆದಾರರ ನಿರ್ಲಕ್ಷ್ಯದಿಂದ ಸಾರ್ವಜನಿಕರು ಸಮಸ್ಯೆ ಎದುರಿಸುತ್ತಿದ್ದಾರೆ. [1144, 648, 1308, 830]
poem-sankranti-body-b: ರಂಗಿನ ಹಬ್ಬ ರಂಗವಲ್ಲಿಯ ಹಬ್ಬ ಪರ್ಯಾಟನೆ ರೈತನ ಸಂತಸದ ಹಬ್ಬ ಸಂಕ್ರಾಂತಿ ಸಂಭ್ರಮ ಸಡಗರದ ಹಬ್ಬ ಅದುವೇ ಮಕರ ಸಂಕ್ರಾಂತಿ ಹಬ್ಬ ಎಲ್ಲರಿಗೂ ಮಕರ ಸಂಕ್ರಾಂತಿ ಹಬ್ಬ ಶುಭಾಶಯಗಳು.. [60, 1262, 253, 1369]
story-sports-title-2: ವಿಶೇಷ ಚೇತನರ ಸಂಕ್ರಾಂತಿ ಕ್ರೀಡಾಕೂಟ [1064, 875, 1393, 906]
story-republic-body-a: ಸಂಜೆವಾಣಿ ವಾರ್ತೆ ಬಳ್ಳಾರಿ,ಜ.14: ಜಿಲ್ಲಾ ಕೇಂದ್ರದಲ್ಲಿ ಜನವರಿ 26ರಂದು ಶಿಸ್ತುಬದ್ಧವಾಗಿ 77ನೇ ಗಣರಾಜ್ಯೋತ್ಸವ ದಿನಾಚರಣೆಯನ್ನು ಅದ್ದೂರಿಯಾಗಿ ಆಚರಿಸಲು ಅಗತ್ಯ ಸಿದ್ಧತೆ ಕೈಗೊಳ್ಳಬೇಕು ಎಂದು ಜಿಲ್ಲಾಧಿಕಾರಿ ನಾಗೇಂದ್ರ ಪ್ರಸಾದ್ ಕೆ ಅವರು ಅಧಿಕಾರಿಗಳಿಗೆ ಸೂಚನೆ ನೀಡಿದರು. ನಗರದ ಜಿಲ್ಲಾಧಿಕಾರಿಗಳ ಕಚೇರಿಯ ಸಭಾಂಗಣದಲ್ಲಿ ಮಂಗಳವಾರ ನಡೆದ ಪೂರ್ವಭಾವಿ ಸಭೆಯಲ್ಲಿ ಅವರು ಮಾತನಾಡಿದರು. ಗಣರಾಜ್ಯೋತ್ಸವದ ಮುಖ್ಯ ಕಾರ್ಯಕ್ರಮವು ನಗರದ ವಿಮ್ಸ್ ಕ್ರೀಡಾಂಗಣದಲ್ಲಿ ಆಯೋಜಿಸಲಾಗಿದ್ದು, ಅಂದು ಬೆಳಿಗ್ಗೆ 9 ಗಂಟೆಗೆ ಧ್ವಜಾರೋಹಣ ನೆರವೇರಿಸಲಾಗುವುದು. ಕಾರ್ಯಕ್ರಮದಲ್ಲಿ ಪಥಸಂಚಲನ, ಸಾಂಸ್ಕೃತಿಕ ಕಾರ್ಯಕ್ರಮಗಳು ನಡೆಯಲಿವೆ. [956, 1293, 1140, 1576]
